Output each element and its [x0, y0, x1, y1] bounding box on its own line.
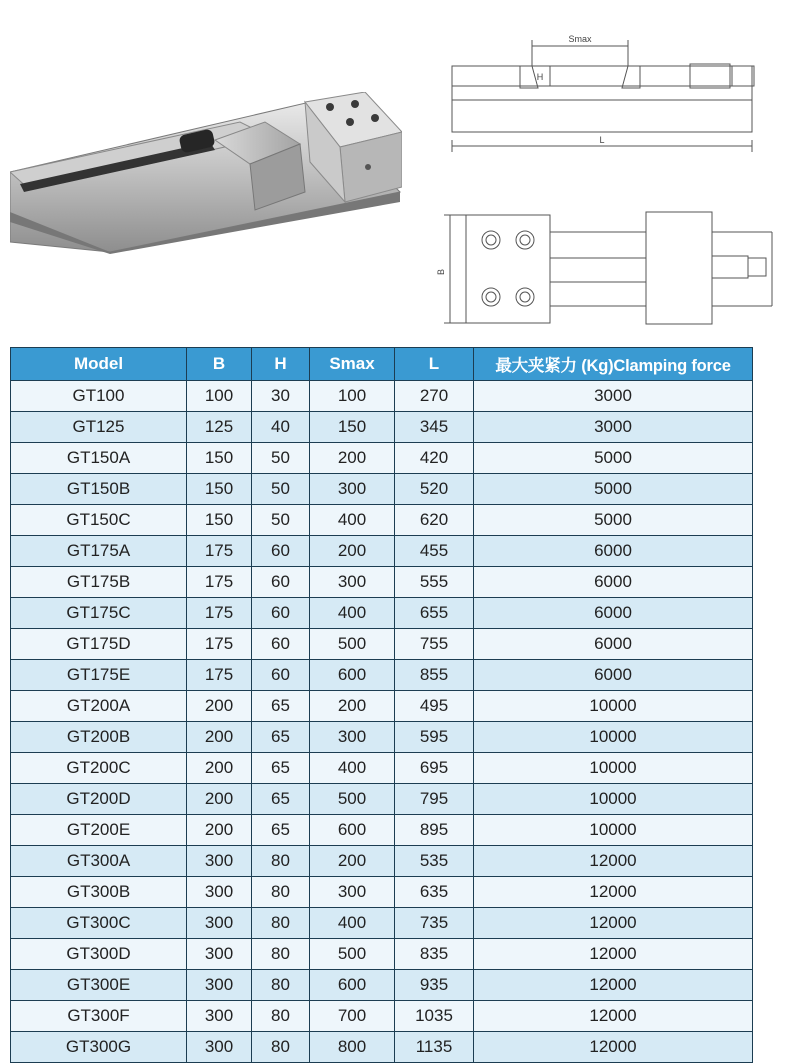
cell-clamping-force: 10000: [474, 753, 753, 784]
header-smax: Smax: [310, 348, 395, 381]
cell-smax: 200: [310, 443, 395, 474]
table-row: [11, 970, 753, 1001]
cell-b: 300: [187, 1032, 252, 1063]
cell-clamping-force: 12000: [474, 908, 753, 939]
cell-model: GT300C: [11, 908, 187, 939]
cell-l: 935: [395, 970, 474, 1001]
cell-smax: 600: [310, 815, 395, 846]
cell-b: 300: [187, 970, 252, 1001]
cell-smax: 200: [310, 691, 395, 722]
cell-clamping-force: 10000: [474, 691, 753, 722]
header-clamping-force: 最大夹紧力 (Kg)Clamping force: [474, 348, 753, 381]
cell-model: GT125: [11, 412, 187, 443]
cell-smax: 300: [310, 722, 395, 753]
table-body: [11, 381, 753, 1063]
cell-l: 835: [395, 939, 474, 970]
spec-table: [10, 347, 753, 1063]
cell-smax: 400: [310, 753, 395, 784]
cell-h: 80: [252, 877, 310, 908]
table-row: [11, 474, 753, 505]
table-row: [11, 381, 753, 412]
cell-b: 300: [187, 1001, 252, 1032]
cell-h: 50: [252, 505, 310, 536]
cell-h: 80: [252, 939, 310, 970]
cell-l: 655: [395, 598, 474, 629]
cell-clamping-force: 6000: [474, 629, 753, 660]
table-row: [11, 629, 753, 660]
cell-smax: 800: [310, 1032, 395, 1063]
cell-model: GT300D: [11, 939, 187, 970]
cell-l: 270: [395, 381, 474, 412]
cell-l: 755: [395, 629, 474, 660]
cell-clamping-force: 6000: [474, 536, 753, 567]
cell-clamping-force: 12000: [474, 1032, 753, 1063]
cell-model: GT200A: [11, 691, 187, 722]
vise-photo: [10, 92, 402, 254]
cell-model: GT100: [11, 381, 187, 412]
cell-l: 1135: [395, 1032, 474, 1063]
cell-b: 175: [187, 660, 252, 691]
cell-h: 80: [252, 1001, 310, 1032]
cell-model: GT300G: [11, 1032, 187, 1063]
cell-model: GT200C: [11, 753, 187, 784]
top-view-drawing: [436, 200, 776, 330]
cell-clamping-force: 3000: [474, 381, 753, 412]
cell-model: GT175B: [11, 567, 187, 598]
cell-h: 60: [252, 567, 310, 598]
cell-l: 795: [395, 784, 474, 815]
cell-l: 535: [395, 846, 474, 877]
table-row: [11, 1001, 753, 1032]
cell-clamping-force: 12000: [474, 939, 753, 970]
header-l: L: [395, 348, 474, 381]
side-view-drawing: [440, 28, 760, 168]
cell-b: 300: [187, 939, 252, 970]
cell-model: GT175D: [11, 629, 187, 660]
cell-model: GT150B: [11, 474, 187, 505]
cell-clamping-force: 6000: [474, 567, 753, 598]
table-row: [11, 536, 753, 567]
cell-h: 65: [252, 784, 310, 815]
cell-h: 80: [252, 846, 310, 877]
header-model: Model: [11, 348, 187, 381]
table-row: [11, 412, 753, 443]
cell-model: GT300E: [11, 970, 187, 1001]
cell-l: 420: [395, 443, 474, 474]
cell-clamping-force: 6000: [474, 660, 753, 691]
cell-h: 60: [252, 536, 310, 567]
b-dimension-label: B: [436, 268, 446, 276]
cell-smax: 200: [310, 536, 395, 567]
cell-b: 200: [187, 753, 252, 784]
cell-l: 635: [395, 877, 474, 908]
cell-b: 200: [187, 784, 252, 815]
cell-clamping-force: 12000: [474, 970, 753, 1001]
cell-l: 345: [395, 412, 474, 443]
cell-smax: 300: [310, 877, 395, 908]
cell-b: 200: [187, 815, 252, 846]
cell-model: GT175C: [11, 598, 187, 629]
cell-smax: 400: [310, 505, 395, 536]
cell-b: 200: [187, 691, 252, 722]
cell-model: GT175A: [11, 536, 187, 567]
cell-l: 595: [395, 722, 474, 753]
cell-b: 300: [187, 877, 252, 908]
table-row: [11, 815, 753, 846]
cell-h: 60: [252, 598, 310, 629]
table-row: [11, 598, 753, 629]
cell-smax: 700: [310, 1001, 395, 1032]
cell-model: GT200B: [11, 722, 187, 753]
cell-h: 60: [252, 660, 310, 691]
cell-model: GT300F: [11, 1001, 187, 1032]
cell-clamping-force: 6000: [474, 598, 753, 629]
cell-l: 895: [395, 815, 474, 846]
cell-l: 520: [395, 474, 474, 505]
header-h: H: [252, 348, 310, 381]
cell-clamping-force: 12000: [474, 1001, 753, 1032]
cell-clamping-force: 5000: [474, 474, 753, 505]
cell-h: 50: [252, 443, 310, 474]
cell-h: 80: [252, 1032, 310, 1063]
cell-b: 175: [187, 598, 252, 629]
cell-b: 300: [187, 908, 252, 939]
cell-clamping-force: 10000: [474, 815, 753, 846]
cell-smax: 150: [310, 412, 395, 443]
cell-clamping-force: 5000: [474, 505, 753, 536]
cell-model: GT200D: [11, 784, 187, 815]
cell-clamping-force: 10000: [474, 784, 753, 815]
table-row: [11, 505, 753, 536]
cell-model: GT150A: [11, 443, 187, 474]
cell-smax: 500: [310, 629, 395, 660]
header-b: B: [187, 348, 252, 381]
cell-smax: 200: [310, 846, 395, 877]
cell-h: 65: [252, 753, 310, 784]
cell-b: 300: [187, 846, 252, 877]
cell-h: 80: [252, 908, 310, 939]
cell-clamping-force: 3000: [474, 412, 753, 443]
cell-smax: 400: [310, 908, 395, 939]
cell-l: 735: [395, 908, 474, 939]
h-dimension-label: H: [536, 72, 544, 82]
cell-clamping-force: 12000: [474, 846, 753, 877]
cell-b: 175: [187, 567, 252, 598]
cell-h: 30: [252, 381, 310, 412]
cell-clamping-force: 10000: [474, 722, 753, 753]
cell-h: 65: [252, 691, 310, 722]
cell-b: 125: [187, 412, 252, 443]
cell-smax: 400: [310, 598, 395, 629]
table-header-row: [11, 348, 753, 381]
table-row: [11, 1032, 753, 1063]
table-row: [11, 722, 753, 753]
cell-clamping-force: 5000: [474, 443, 753, 474]
cell-l: 455: [395, 536, 474, 567]
cell-b: 175: [187, 629, 252, 660]
table-row: [11, 660, 753, 691]
cell-smax: 600: [310, 660, 395, 691]
cell-b: 150: [187, 474, 252, 505]
cell-h: 80: [252, 970, 310, 1001]
table-row: [11, 877, 753, 908]
cell-l: 620: [395, 505, 474, 536]
table-row: [11, 567, 753, 598]
cell-l: 495: [395, 691, 474, 722]
cell-b: 150: [187, 505, 252, 536]
cell-clamping-force: 12000: [474, 877, 753, 908]
cell-b: 175: [187, 536, 252, 567]
table-row: [11, 691, 753, 722]
cell-model: GT300A: [11, 846, 187, 877]
cell-h: 50: [252, 474, 310, 505]
table-row: [11, 846, 753, 877]
cell-b: 150: [187, 443, 252, 474]
cell-smax: 500: [310, 939, 395, 970]
cell-model: GT200E: [11, 815, 187, 846]
cell-smax: 300: [310, 474, 395, 505]
table-row: [11, 443, 753, 474]
table-row: [11, 784, 753, 815]
cell-model: GT150C: [11, 505, 187, 536]
cell-h: 40: [252, 412, 310, 443]
cell-l: 855: [395, 660, 474, 691]
cell-smax: 300: [310, 567, 395, 598]
l-dimension-label: L: [599, 135, 605, 145]
cell-model: GT175E: [11, 660, 187, 691]
table-row: [11, 753, 753, 784]
table-row: [11, 908, 753, 939]
cell-smax: 600: [310, 970, 395, 1001]
smax-dimension-label: Smax: [568, 34, 592, 44]
cell-h: 65: [252, 815, 310, 846]
cell-l: 555: [395, 567, 474, 598]
cell-smax: 500: [310, 784, 395, 815]
cell-smax: 100: [310, 381, 395, 412]
cell-h: 60: [252, 629, 310, 660]
table-row: [11, 939, 753, 970]
cell-b: 100: [187, 381, 252, 412]
cell-h: 65: [252, 722, 310, 753]
cell-model: GT300B: [11, 877, 187, 908]
cell-b: 200: [187, 722, 252, 753]
cell-l: 695: [395, 753, 474, 784]
cell-l: 1035: [395, 1001, 474, 1032]
